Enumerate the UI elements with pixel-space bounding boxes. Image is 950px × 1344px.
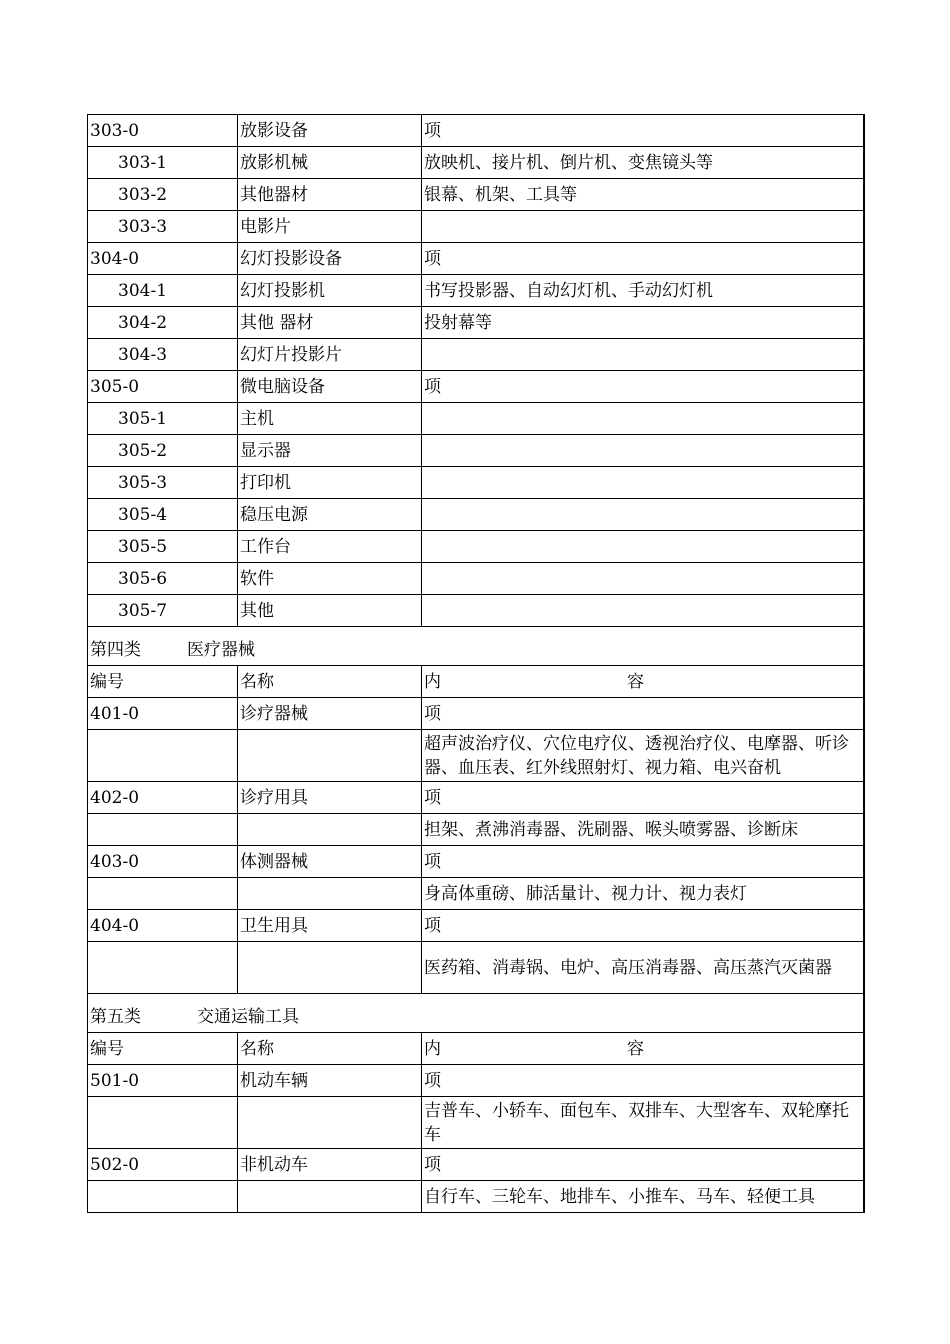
item-code: 305-6 bbox=[88, 563, 238, 595]
item-content: 项 bbox=[422, 115, 864, 147]
table-row bbox=[88, 243, 864, 275]
item-code bbox=[88, 878, 238, 910]
item-name: 打印机 bbox=[238, 467, 422, 499]
item-code: 403-0 bbox=[88, 846, 238, 878]
table-row bbox=[88, 499, 864, 531]
item-name: 幻灯片投影片 bbox=[238, 339, 422, 371]
item-content: 项 bbox=[422, 243, 864, 275]
table-row bbox=[88, 1181, 864, 1213]
item-code bbox=[88, 730, 238, 782]
section-class-name: 医疗器械 bbox=[187, 640, 255, 660]
item-name: 幻灯投影机 bbox=[238, 275, 422, 307]
header-code: 编号 bbox=[88, 1033, 238, 1065]
item-content: 医药箱、消毒锅、电炉、高压消毒器、高压蒸汽灭菌器 bbox=[422, 942, 864, 994]
table-row bbox=[88, 666, 864, 698]
item-code: 305-4 bbox=[88, 499, 238, 531]
item-code: 303-1 bbox=[88, 147, 238, 179]
table-row bbox=[88, 179, 864, 211]
table-row bbox=[88, 531, 864, 563]
table-row bbox=[88, 147, 864, 179]
item-code: 303-3 bbox=[88, 211, 238, 243]
item-name: 稳压电源 bbox=[238, 499, 422, 531]
table-row bbox=[88, 467, 864, 499]
table-row bbox=[88, 307, 864, 339]
item-name bbox=[238, 1181, 422, 1213]
item-content bbox=[422, 499, 864, 531]
item-code: 404-0 bbox=[88, 910, 238, 942]
item-code: 303-0 bbox=[88, 115, 238, 147]
table-row bbox=[88, 275, 864, 307]
table-row bbox=[88, 782, 864, 814]
item-code: 401-0 bbox=[88, 698, 238, 730]
item-name: 诊疗器械 bbox=[238, 698, 422, 730]
item-content: 银幕、机架、工具等 bbox=[422, 179, 864, 211]
table-row bbox=[88, 730, 864, 782]
item-code: 402-0 bbox=[88, 782, 238, 814]
item-name: 其他 bbox=[238, 595, 422, 627]
header-content bbox=[422, 666, 864, 698]
table-row bbox=[88, 814, 864, 846]
equipment-classification-table bbox=[87, 114, 863, 1213]
item-content: 项 bbox=[422, 910, 864, 942]
table-row bbox=[88, 1149, 864, 1181]
item-name: 非机动车 bbox=[238, 1149, 422, 1181]
item-content: 身高体重磅、肺活量计、视力计、视力表灯 bbox=[422, 878, 864, 910]
table-row bbox=[88, 563, 864, 595]
header-content-left: 内 bbox=[424, 1038, 441, 1059]
item-name: 工作台 bbox=[238, 531, 422, 563]
table-row bbox=[88, 910, 864, 942]
item-content: 项 bbox=[422, 1149, 864, 1181]
item-name: 其他 器材 bbox=[238, 307, 422, 339]
header-content-left: 内 bbox=[424, 671, 441, 692]
item-code: 305-2 bbox=[88, 435, 238, 467]
item-code: 502-0 bbox=[88, 1149, 238, 1181]
item-code: 305-5 bbox=[88, 531, 238, 563]
item-code bbox=[88, 814, 238, 846]
table-row bbox=[88, 211, 864, 243]
item-code: 305-1 bbox=[88, 403, 238, 435]
item-code: 304-2 bbox=[88, 307, 238, 339]
item-content bbox=[422, 339, 864, 371]
item-name bbox=[238, 942, 422, 994]
table-body bbox=[88, 115, 864, 1213]
item-name: 诊疗用具 bbox=[238, 782, 422, 814]
item-code: 305-3 bbox=[88, 467, 238, 499]
header-content-right: 容 bbox=[627, 671, 644, 692]
table-row bbox=[88, 403, 864, 435]
header-code: 编号 bbox=[88, 666, 238, 698]
item-content: 书写投影器、自动幻灯机、手动幻灯机 bbox=[422, 275, 864, 307]
header-name: 名称 bbox=[238, 1033, 422, 1065]
item-content: 项 bbox=[422, 371, 864, 403]
item-code: 304-1 bbox=[88, 275, 238, 307]
item-content: 投射幕等 bbox=[422, 307, 864, 339]
item-code bbox=[88, 1097, 238, 1149]
item-name: 机动车辆 bbox=[238, 1065, 422, 1097]
table-row bbox=[88, 595, 864, 627]
item-name: 电影片 bbox=[238, 211, 422, 243]
item-code: 304-3 bbox=[88, 339, 238, 371]
header-content-right: 容 bbox=[627, 1038, 644, 1059]
item-name: 软件 bbox=[238, 563, 422, 595]
section-class-label: 第五类 bbox=[90, 1007, 141, 1027]
table-row bbox=[88, 435, 864, 467]
section-title bbox=[88, 994, 864, 1033]
table-row bbox=[88, 1033, 864, 1065]
item-content: 吉普车、小轿车、面包车、双排车、大型客车、双轮摩托车 bbox=[422, 1097, 864, 1149]
item-content bbox=[422, 403, 864, 435]
item-content: 项 bbox=[422, 698, 864, 730]
header-name: 名称 bbox=[238, 666, 422, 698]
item-content bbox=[422, 467, 864, 499]
table-row bbox=[88, 846, 864, 878]
section-class-name: 交通运输工具 bbox=[197, 1007, 299, 1027]
item-code: 303-2 bbox=[88, 179, 238, 211]
item-name bbox=[238, 730, 422, 782]
item-name: 放影机械 bbox=[238, 147, 422, 179]
item-name: 其他器材 bbox=[238, 179, 422, 211]
item-name bbox=[238, 1097, 422, 1149]
item-content: 担架、煮沸消毒器、洗刷器、喉头喷雾器、诊断床 bbox=[422, 814, 864, 846]
table-row bbox=[88, 627, 864, 666]
table-row bbox=[88, 942, 864, 994]
item-content bbox=[422, 531, 864, 563]
item-code: 305-0 bbox=[88, 371, 238, 403]
item-content: 自行车、三轮车、地排车、小推车、马车、轻便工具 bbox=[422, 1181, 864, 1213]
section-class-label: 第四类 bbox=[90, 640, 141, 660]
table-row bbox=[88, 698, 864, 730]
table-row bbox=[88, 1097, 864, 1149]
item-content bbox=[422, 595, 864, 627]
item-content: 放映机、接片机、倒片机、变焦镜头等 bbox=[422, 147, 864, 179]
item-code: 501-0 bbox=[88, 1065, 238, 1097]
item-content: 项 bbox=[422, 782, 864, 814]
item-name: 显示器 bbox=[238, 435, 422, 467]
section-title bbox=[88, 627, 864, 666]
header-content bbox=[422, 1033, 864, 1065]
item-name bbox=[238, 878, 422, 910]
item-code: 304-0 bbox=[88, 243, 238, 275]
item-name: 放影设备 bbox=[238, 115, 422, 147]
table-row bbox=[88, 1065, 864, 1097]
item-code: 305-7 bbox=[88, 595, 238, 627]
item-name bbox=[238, 814, 422, 846]
table-row bbox=[88, 371, 864, 403]
table-row bbox=[88, 878, 864, 910]
item-content: 超声波治疗仪、穴位电疗仪、透视治疗仪、电摩器、听诊器、血压表、红外线照射灯、视力箱、电兴奋机 bbox=[422, 730, 864, 782]
item-content: 项 bbox=[422, 1065, 864, 1097]
item-code bbox=[88, 1181, 238, 1213]
table-row bbox=[88, 115, 864, 147]
item-name: 体测器械 bbox=[238, 846, 422, 878]
item-content bbox=[422, 563, 864, 595]
item-content: 项 bbox=[422, 846, 864, 878]
item-content bbox=[422, 435, 864, 467]
item-content bbox=[422, 211, 864, 243]
item-name: 主机 bbox=[238, 403, 422, 435]
table-row bbox=[88, 339, 864, 371]
item-name: 幻灯投影设备 bbox=[238, 243, 422, 275]
item-name: 微电脑设备 bbox=[238, 371, 422, 403]
table-row bbox=[88, 994, 864, 1033]
item-name: 卫生用具 bbox=[238, 910, 422, 942]
item-code bbox=[88, 942, 238, 994]
